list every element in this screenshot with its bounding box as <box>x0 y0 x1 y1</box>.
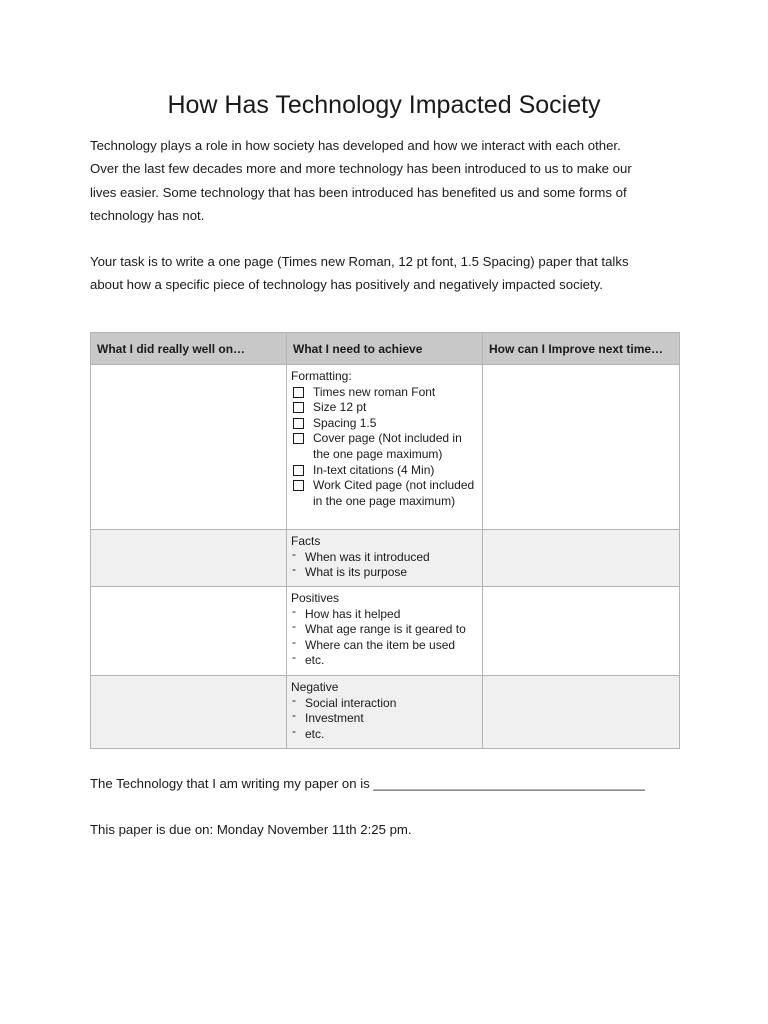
table-header-row <box>91 333 680 365</box>
header-need-to-achieve: What I need to achieve <box>287 333 483 365</box>
row-heading: Formatting: <box>291 369 352 383</box>
checkbox-label: Cover page (Not included in the one page maximum) <box>313 431 462 461</box>
list-item-text: Social interaction <box>305 695 397 710</box>
did-well-cell[interactable] <box>91 676 287 749</box>
list-item-text: What is its purpose <box>305 565 408 580</box>
dash-icon: - <box>292 692 296 707</box>
list-item <box>291 708 478 727</box>
checkbox-label: Work Cited page (not included in the one page maximum) <box>313 478 475 508</box>
list-item <box>291 562 478 581</box>
checkbox-label: Times new roman Font <box>313 384 436 399</box>
list-item <box>291 723 478 743</box>
list-item-text: Investment <box>305 711 364 726</box>
table-row <box>91 365 680 530</box>
negative-cell <box>287 676 483 749</box>
checkbox-icon[interactable] <box>293 387 304 398</box>
improve-cell[interactable] <box>483 676 680 749</box>
checkbox-item[interactable] <box>291 400 478 416</box>
did-well-cell[interactable] <box>91 530 287 587</box>
improve-cell[interactable] <box>483 365 680 530</box>
positives-cell <box>287 587 483 676</box>
checkbox-icon[interactable] <box>293 418 304 429</box>
due-date-line: This paper is due on: Monday November 11th 2:25 pm. <box>90 822 412 837</box>
dash-icon: - <box>292 603 296 618</box>
list-item <box>291 546 478 566</box>
rubric-table <box>90 332 680 749</box>
list-item-text: When was it introduced <box>305 549 430 564</box>
checkbox-icon[interactable] <box>293 402 304 413</box>
dash-icon: - <box>292 562 296 577</box>
intro-line: Technology plays a role in how society has developed and how we interact with each other. <box>90 138 621 153</box>
checkbox-item[interactable] <box>291 416 478 432</box>
dash-icon: - <box>292 546 296 561</box>
list-item-text: etc. <box>305 653 325 668</box>
table-row <box>91 530 680 587</box>
formatting-cell <box>287 365 483 530</box>
improve-cell[interactable] <box>483 530 680 587</box>
row-heading: Facts <box>291 534 321 548</box>
checkbox-icon[interactable] <box>293 433 304 444</box>
dash-icon: - <box>292 634 296 649</box>
dash-list <box>291 692 478 743</box>
intro-paragraph <box>90 134 680 227</box>
header-improve-next-time: How can I Improve next time… <box>483 333 680 365</box>
list-item-text: How has it helped <box>305 606 401 621</box>
list-item <box>291 692 478 712</box>
checkbox-item[interactable] <box>291 385 478 401</box>
checkbox-item[interactable] <box>291 431 478 462</box>
intro-line: technology has not. <box>90 207 205 223</box>
table-row <box>91 587 680 676</box>
checkbox-label: In-text citations (4 Min) <box>313 462 435 477</box>
list-item-text: Where can the item be used <box>305 637 456 652</box>
list-item <box>291 603 478 623</box>
checkbox-item[interactable] <box>291 463 478 479</box>
table-row <box>91 676 680 749</box>
dash-list <box>291 603 478 669</box>
list-item <box>291 619 478 638</box>
dash-icon: - <box>292 708 296 723</box>
dash-icon: - <box>292 723 296 738</box>
page-title: How Has Technology Impacted Society <box>167 91 601 119</box>
dash-list <box>291 546 478 581</box>
checkbox-icon[interactable] <box>293 465 304 476</box>
list-item-text: etc. <box>305 726 325 741</box>
checkbox-icon[interactable] <box>293 480 304 491</box>
checkbox-item[interactable] <box>291 478 478 509</box>
checkbox-list <box>291 385 478 510</box>
dash-icon: - <box>292 619 296 634</box>
checkbox-label: Size 12 pt <box>313 400 367 415</box>
did-well-cell[interactable] <box>91 587 287 676</box>
list-item <box>291 650 478 669</box>
technology-line[interactable]: The Technology that I am writing my paper on is _____________________________________ <box>90 776 645 791</box>
task-paragraph <box>90 250 680 297</box>
row-heading: Positives <box>291 591 340 605</box>
improve-cell[interactable] <box>483 587 680 676</box>
header-did-well: What I did really well on… <box>91 333 287 365</box>
row-heading: Negative <box>291 680 339 694</box>
intro-line: lives easier. Some technology that has been introduced has benefited us and some forms of <box>90 184 627 200</box>
task-line: about how a specific piece of technology has positively and negatively impacted society. <box>90 277 603 293</box>
intro-line: Over the last few decades more and more technology has been introduced to us to make our <box>90 161 632 177</box>
dash-icon: - <box>292 650 296 665</box>
list-item <box>291 634 478 654</box>
list-item-text: What age range is it geared to <box>305 622 466 637</box>
task-line: Your task is to write a one page (Times new Roman, 12 pt font, 1.5 Spacing) paper that talks <box>90 254 629 269</box>
did-well-cell[interactable] <box>91 365 287 530</box>
facts-cell <box>287 530 483 587</box>
checkbox-label: Spacing 1.5 <box>313 415 377 430</box>
